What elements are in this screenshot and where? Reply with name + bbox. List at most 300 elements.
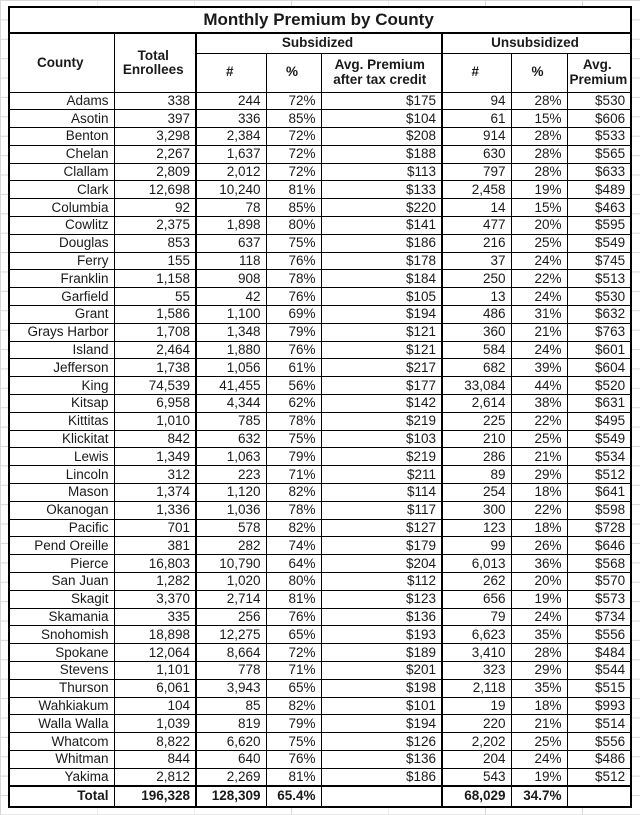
unsubsidized-count-cell[interactable]: 19	[442, 697, 511, 715]
subsidized-avg-premium-cell[interactable]: $186	[321, 768, 442, 786]
subsidized-pct-cell[interactable]: 81%	[266, 590, 321, 608]
total-enrollees-cell[interactable]: 1,158	[114, 270, 196, 288]
subsidized-avg-premium-cell[interactable]: $121	[321, 323, 442, 341]
subsidized-pct-cell[interactable]: 74%	[266, 537, 321, 555]
unsubsidized-count-cell[interactable]: 630	[442, 145, 511, 163]
total-enrollees-cell[interactable]: 1,010	[114, 412, 196, 430]
total-enrollees-cell[interactable]: 1,708	[114, 323, 196, 341]
county-cell[interactable]: Ferry	[9, 252, 114, 270]
unsubsidized-avg-premium-cell[interactable]: $549	[567, 234, 631, 252]
unsubsidized-pct-cell[interactable]: 24%	[511, 750, 567, 768]
unsubsidized-pct-cell[interactable]: 35%	[511, 626, 567, 644]
total-total-enrollees-cell[interactable]: 196,328	[114, 786, 196, 807]
subsidized-count-cell[interactable]: 2,384	[196, 128, 266, 146]
unsubsidized-count-cell[interactable]: 2,202	[442, 733, 511, 751]
subsidized-avg-premium-cell[interactable]: $175	[321, 92, 442, 110]
county-cell[interactable]: Skagit	[9, 590, 114, 608]
subsidized-pct-cell[interactable]: 72%	[266, 644, 321, 662]
unsubsidized-avg-premium-cell[interactable]: $763	[567, 323, 631, 341]
header-unsubsidized-pct[interactable]: %	[511, 53, 567, 92]
county-cell[interactable]: Franklin	[9, 270, 114, 288]
total-enrollees-cell[interactable]: 1,374	[114, 484, 196, 502]
county-cell[interactable]: Grant	[9, 306, 114, 324]
subsidized-pct-cell[interactable]: 61%	[266, 359, 321, 377]
total-enrollees-cell[interactable]: 92	[114, 199, 196, 217]
subsidized-pct-cell[interactable]: 76%	[266, 608, 321, 626]
subsidized-avg-premium-cell[interactable]: $126	[321, 733, 442, 751]
unsubsidized-avg-premium-cell[interactable]: $520	[567, 377, 631, 395]
unsubsidized-count-cell[interactable]: 204	[442, 750, 511, 768]
unsubsidized-count-cell[interactable]: 2,118	[442, 679, 511, 697]
subsidized-count-cell[interactable]: 78	[196, 199, 266, 217]
subsidized-pct-cell[interactable]: 76%	[266, 252, 321, 270]
subsidized-count-cell[interactable]: 578	[196, 519, 266, 537]
unsubsidized-avg-premium-cell[interactable]: $515	[567, 679, 631, 697]
unsubsidized-count-cell[interactable]: 99	[442, 537, 511, 555]
subsidized-pct-cell[interactable]: 82%	[266, 519, 321, 537]
subsidized-count-cell[interactable]: 8,664	[196, 644, 266, 662]
unsubsidized-avg-premium-cell[interactable]: $598	[567, 501, 631, 519]
subsidized-count-cell[interactable]: 908	[196, 270, 266, 288]
unsubsidized-pct-cell[interactable]: 19%	[511, 768, 567, 786]
subsidized-pct-cell[interactable]: 62%	[266, 395, 321, 413]
unsubsidized-count-cell[interactable]: 2,458	[442, 181, 511, 199]
total-subsidized-pct-cell[interactable]: 65.4%	[266, 786, 321, 807]
subsidized-count-cell[interactable]: 282	[196, 537, 266, 555]
county-cell[interactable]: Pend Oreille	[9, 537, 114, 555]
subsidized-count-cell[interactable]: 336	[196, 110, 266, 128]
unsubsidized-avg-premium-cell[interactable]: $601	[567, 341, 631, 359]
subsidized-avg-premium-cell[interactable]: $178	[321, 252, 442, 270]
total-enrollees-cell[interactable]: 18,898	[114, 626, 196, 644]
subsidized-count-cell[interactable]: 1,898	[196, 217, 266, 235]
subsidized-count-cell[interactable]: 3,943	[196, 679, 266, 697]
unsubsidized-pct-cell[interactable]: 21%	[511, 715, 567, 733]
total-subsidized-count-cell[interactable]: 128,309	[196, 786, 266, 807]
subsidized-avg-premium-cell[interactable]: $136	[321, 608, 442, 626]
subsidized-avg-premium-cell[interactable]: $208	[321, 128, 442, 146]
subsidized-pct-cell[interactable]: 71%	[266, 466, 321, 484]
unsubsidized-avg-premium-cell[interactable]: $513	[567, 270, 631, 288]
subsidized-count-cell[interactable]: 1,036	[196, 501, 266, 519]
subsidized-pct-cell[interactable]: 72%	[266, 163, 321, 181]
subsidized-avg-premium-cell[interactable]: $105	[321, 288, 442, 306]
total-unsubsidized-count-cell[interactable]: 68,029	[442, 786, 511, 807]
subsidized-avg-premium-cell[interactable]: $103	[321, 430, 442, 448]
total-enrollees-cell[interactable]: 6,061	[114, 679, 196, 697]
county-cell[interactable]: Benton	[9, 128, 114, 146]
subsidized-pct-cell[interactable]: 72%	[266, 92, 321, 110]
unsubsidized-pct-cell[interactable]: 19%	[511, 590, 567, 608]
unsubsidized-pct-cell[interactable]: 28%	[511, 163, 567, 181]
subsidized-avg-premium-cell[interactable]: $198	[321, 679, 442, 697]
unsubsidized-pct-cell[interactable]: 26%	[511, 537, 567, 555]
unsubsidized-pct-cell[interactable]: 35%	[511, 679, 567, 697]
total-unsubsidized-avg-premium-cell[interactable]	[567, 786, 631, 807]
subsidized-avg-premium-cell[interactable]: $179	[321, 537, 442, 555]
unsubsidized-avg-premium-cell[interactable]: $632	[567, 306, 631, 324]
unsubsidized-avg-premium-cell[interactable]: $641	[567, 484, 631, 502]
subsidized-count-cell[interactable]: 1,100	[196, 306, 266, 324]
unsubsidized-count-cell[interactable]: 323	[442, 662, 511, 680]
header-county[interactable]: County	[9, 33, 114, 92]
total-county-cell[interactable]: Total	[9, 786, 114, 807]
unsubsidized-count-cell[interactable]: 94	[442, 92, 511, 110]
subsidized-count-cell[interactable]: 12,275	[196, 626, 266, 644]
subsidized-pct-cell[interactable]: 82%	[266, 697, 321, 715]
subsidized-pct-cell[interactable]: 85%	[266, 110, 321, 128]
county-cell[interactable]: Asotin	[9, 110, 114, 128]
subsidized-pct-cell[interactable]: 75%	[266, 430, 321, 448]
unsubsidized-avg-premium-cell[interactable]: $573	[567, 590, 631, 608]
unsubsidized-pct-cell[interactable]: 38%	[511, 395, 567, 413]
unsubsidized-count-cell[interactable]: 89	[442, 466, 511, 484]
unsubsidized-avg-premium-cell[interactable]: $549	[567, 430, 631, 448]
unsubsidized-count-cell[interactable]: 300	[442, 501, 511, 519]
subsidized-avg-premium-cell[interactable]: $123	[321, 590, 442, 608]
total-enrollees-cell[interactable]: 155	[114, 252, 196, 270]
unsubsidized-count-cell[interactable]: 13	[442, 288, 511, 306]
subsidized-avg-premium-cell[interactable]: $133	[321, 181, 442, 199]
unsubsidized-avg-premium-cell[interactable]: $570	[567, 573, 631, 591]
unsubsidized-pct-cell[interactable]: 36%	[511, 555, 567, 573]
subsidized-avg-premium-cell[interactable]: $204	[321, 555, 442, 573]
subsidized-count-cell[interactable]: 778	[196, 662, 266, 680]
unsubsidized-avg-premium-cell[interactable]: $745	[567, 252, 631, 270]
subsidized-pct-cell[interactable]: 76%	[266, 750, 321, 768]
subsidized-avg-premium-cell[interactable]: $193	[321, 626, 442, 644]
subsidized-count-cell[interactable]: 1,348	[196, 323, 266, 341]
subsidized-count-cell[interactable]: 4,344	[196, 395, 266, 413]
subsidized-count-cell[interactable]: 42	[196, 288, 266, 306]
subsidized-pct-cell[interactable]: 85%	[266, 199, 321, 217]
unsubsidized-pct-cell[interactable]: 15%	[511, 199, 567, 217]
unsubsidized-pct-cell[interactable]: 39%	[511, 359, 567, 377]
total-enrollees-cell[interactable]: 338	[114, 92, 196, 110]
unsubsidized-pct-cell[interactable]: 18%	[511, 697, 567, 715]
subsidized-avg-premium-cell[interactable]: $217	[321, 359, 442, 377]
header-subsidized-count[interactable]: #	[196, 53, 266, 92]
subsidized-pct-cell[interactable]: 81%	[266, 768, 321, 786]
subsidized-pct-cell[interactable]: 69%	[266, 306, 321, 324]
unsubsidized-pct-cell[interactable]: 22%	[511, 501, 567, 519]
county-cell[interactable]: Columbia	[9, 199, 114, 217]
unsubsidized-avg-premium-cell[interactable]: $495	[567, 412, 631, 430]
subsidized-avg-premium-cell[interactable]: $141	[321, 217, 442, 235]
subsidized-pct-cell[interactable]: 75%	[266, 234, 321, 252]
subsidized-pct-cell[interactable]: 78%	[266, 412, 321, 430]
unsubsidized-count-cell[interactable]: 3,410	[442, 644, 511, 662]
subsidized-pct-cell[interactable]: 75%	[266, 733, 321, 751]
subsidized-avg-premium-cell[interactable]: $127	[321, 519, 442, 537]
header-subsidized-pct[interactable]: %	[266, 53, 321, 92]
total-unsubsidized-pct-cell[interactable]: 34.7%	[511, 786, 567, 807]
unsubsidized-avg-premium-cell[interactable]: $595	[567, 217, 631, 235]
subsidized-pct-cell[interactable]: 80%	[266, 573, 321, 591]
county-cell[interactable]: Whitman	[9, 750, 114, 768]
unsubsidized-count-cell[interactable]: 656	[442, 590, 511, 608]
county-cell[interactable]: Lewis	[9, 448, 114, 466]
county-cell[interactable]: Skamania	[9, 608, 114, 626]
unsubsidized-avg-premium-cell[interactable]: $993	[567, 697, 631, 715]
county-cell[interactable]: Spokane	[9, 644, 114, 662]
total-enrollees-cell[interactable]: 2,375	[114, 217, 196, 235]
unsubsidized-pct-cell[interactable]: 29%	[511, 466, 567, 484]
subsidized-pct-cell[interactable]: 78%	[266, 501, 321, 519]
county-cell[interactable]: Mason	[9, 484, 114, 502]
total-enrollees-cell[interactable]: 74,539	[114, 377, 196, 395]
county-cell[interactable]: Lincoln	[9, 466, 114, 484]
subsidized-avg-premium-cell[interactable]: $113	[321, 163, 442, 181]
unsubsidized-pct-cell[interactable]: 25%	[511, 733, 567, 751]
county-cell[interactable]: Kittitas	[9, 412, 114, 430]
unsubsidized-pct-cell[interactable]: 22%	[511, 412, 567, 430]
subsidized-count-cell[interactable]: 256	[196, 608, 266, 626]
total-enrollees-cell[interactable]: 2,809	[114, 163, 196, 181]
unsubsidized-avg-premium-cell[interactable]: $604	[567, 359, 631, 377]
county-cell[interactable]: Klickitat	[9, 430, 114, 448]
subsidized-count-cell[interactable]: 1,637	[196, 145, 266, 163]
subsidized-avg-premium-cell[interactable]: $219	[321, 448, 442, 466]
county-cell[interactable]: Whatcom	[9, 733, 114, 751]
subsidized-pct-cell[interactable]: 76%	[266, 288, 321, 306]
unsubsidized-pct-cell[interactable]: 20%	[511, 217, 567, 235]
subsidized-count-cell[interactable]: 785	[196, 412, 266, 430]
unsubsidized-avg-premium-cell[interactable]: $530	[567, 288, 631, 306]
total-enrollees-cell[interactable]: 16,803	[114, 555, 196, 573]
unsubsidized-count-cell[interactable]: 61	[442, 110, 511, 128]
subsidized-count-cell[interactable]: 1,120	[196, 484, 266, 502]
total-enrollees-cell[interactable]: 2,464	[114, 341, 196, 359]
unsubsidized-pct-cell[interactable]: 28%	[511, 92, 567, 110]
unsubsidized-count-cell[interactable]: 486	[442, 306, 511, 324]
unsubsidized-avg-premium-cell[interactable]: $728	[567, 519, 631, 537]
unsubsidized-pct-cell[interactable]: 44%	[511, 377, 567, 395]
unsubsidized-count-cell[interactable]: 6,013	[442, 555, 511, 573]
subsidized-count-cell[interactable]: 41,455	[196, 377, 266, 395]
total-enrollees-cell[interactable]: 853	[114, 234, 196, 252]
unsubsidized-avg-premium-cell[interactable]: $512	[567, 466, 631, 484]
subsidized-count-cell[interactable]: 1,056	[196, 359, 266, 377]
header-unsubsidized-count[interactable]: #	[442, 53, 511, 92]
subsidized-pct-cell[interactable]: 71%	[266, 662, 321, 680]
unsubsidized-count-cell[interactable]: 797	[442, 163, 511, 181]
subsidized-count-cell[interactable]: 2,714	[196, 590, 266, 608]
total-enrollees-cell[interactable]: 3,370	[114, 590, 196, 608]
total-enrollees-cell[interactable]: 312	[114, 466, 196, 484]
unsubsidized-count-cell[interactable]: 6,623	[442, 626, 511, 644]
total-enrollees-cell[interactable]: 55	[114, 288, 196, 306]
subsidized-avg-premium-cell[interactable]: $188	[321, 145, 442, 163]
unsubsidized-avg-premium-cell[interactable]: $514	[567, 715, 631, 733]
total-enrollees-cell[interactable]: 381	[114, 537, 196, 555]
header-subsidized-avg-premium[interactable]	[321, 53, 442, 92]
unsubsidized-count-cell[interactable]: 14	[442, 199, 511, 217]
county-cell[interactable]: Adams	[9, 92, 114, 110]
header-total-enrollees[interactable]	[114, 33, 196, 92]
unsubsidized-pct-cell[interactable]: 28%	[511, 145, 567, 163]
subsidized-pct-cell[interactable]: 72%	[266, 128, 321, 146]
unsubsidized-avg-premium-cell[interactable]: $530	[567, 92, 631, 110]
unsubsidized-count-cell[interactable]: 210	[442, 430, 511, 448]
unsubsidized-avg-premium-cell[interactable]: $556	[567, 733, 631, 751]
subsidized-count-cell[interactable]: 10,790	[196, 555, 266, 573]
subsidized-count-cell[interactable]: 244	[196, 92, 266, 110]
subsidized-pct-cell[interactable]: 81%	[266, 181, 321, 199]
unsubsidized-avg-premium-cell[interactable]: $565	[567, 145, 631, 163]
unsubsidized-pct-cell[interactable]: 24%	[511, 288, 567, 306]
subsidized-avg-premium-cell[interactable]: $121	[321, 341, 442, 359]
county-cell[interactable]: Clark	[9, 181, 114, 199]
county-cell[interactable]: King	[9, 377, 114, 395]
header-subsidized-group[interactable]: Subsidized	[196, 33, 442, 53]
total-enrollees-cell[interactable]: 1,282	[114, 573, 196, 591]
subsidized-pct-cell[interactable]: 82%	[266, 484, 321, 502]
unsubsidized-pct-cell[interactable]: 18%	[511, 484, 567, 502]
subsidized-avg-premium-cell[interactable]: $104	[321, 110, 442, 128]
subsidized-avg-premium-cell[interactable]: $136	[321, 750, 442, 768]
subsidized-count-cell[interactable]: 637	[196, 234, 266, 252]
county-cell[interactable]: Chelan	[9, 145, 114, 163]
county-cell[interactable]: Garfield	[9, 288, 114, 306]
unsubsidized-count-cell[interactable]: 254	[442, 484, 511, 502]
total-enrollees-cell[interactable]: 8,822	[114, 733, 196, 751]
subsidized-count-cell[interactable]: 2,012	[196, 163, 266, 181]
unsubsidized-avg-premium-cell[interactable]: $556	[567, 626, 631, 644]
total-enrollees-cell[interactable]: 104	[114, 697, 196, 715]
county-cell[interactable]: Kitsap	[9, 395, 114, 413]
total-enrollees-cell[interactable]: 12,064	[114, 644, 196, 662]
subsidized-count-cell[interactable]: 2,269	[196, 768, 266, 786]
total-enrollees-cell[interactable]: 1,349	[114, 448, 196, 466]
unsubsidized-count-cell[interactable]: 584	[442, 341, 511, 359]
county-cell[interactable]: Okanogan	[9, 501, 114, 519]
total-enrollees-cell[interactable]: 1,101	[114, 662, 196, 680]
subsidized-avg-premium-cell[interactable]: $117	[321, 501, 442, 519]
unsubsidized-count-cell[interactable]: 682	[442, 359, 511, 377]
subsidized-pct-cell[interactable]: 79%	[266, 448, 321, 466]
subsidized-avg-premium-cell[interactable]: $219	[321, 412, 442, 430]
county-cell[interactable]: Cowlitz	[9, 217, 114, 235]
unsubsidized-count-cell[interactable]: 543	[442, 768, 511, 786]
unsubsidized-avg-premium-cell[interactable]: $486	[567, 750, 631, 768]
unsubsidized-count-cell[interactable]: 262	[442, 573, 511, 591]
subsidized-avg-premium-cell[interactable]: $211	[321, 466, 442, 484]
total-subsidized-avg-premium-cell[interactable]	[321, 786, 442, 807]
unsubsidized-avg-premium-cell[interactable]: $646	[567, 537, 631, 555]
unsubsidized-count-cell[interactable]: 914	[442, 128, 511, 146]
unsubsidized-pct-cell[interactable]: 28%	[511, 128, 567, 146]
unsubsidized-count-cell[interactable]: 250	[442, 270, 511, 288]
subsidized-avg-premium-cell[interactable]: $189	[321, 644, 442, 662]
subsidized-count-cell[interactable]: 10,240	[196, 181, 266, 199]
subsidized-avg-premium-cell[interactable]: $114	[321, 484, 442, 502]
unsubsidized-pct-cell[interactable]: 24%	[511, 608, 567, 626]
subsidized-avg-premium-cell[interactable]: $142	[321, 395, 442, 413]
unsubsidized-pct-cell[interactable]: 15%	[511, 110, 567, 128]
county-cell[interactable]: Wahkiakum	[9, 697, 114, 715]
unsubsidized-avg-premium-cell[interactable]: $512	[567, 768, 631, 786]
unsubsidized-pct-cell[interactable]: 20%	[511, 573, 567, 591]
subsidized-pct-cell[interactable]: 76%	[266, 341, 321, 359]
subsidized-pct-cell[interactable]: 65%	[266, 626, 321, 644]
unsubsidized-count-cell[interactable]: 220	[442, 715, 511, 733]
unsubsidized-avg-premium-cell[interactable]: $606	[567, 110, 631, 128]
subsidized-avg-premium-cell[interactable]: $194	[321, 715, 442, 733]
total-enrollees-cell[interactable]: 397	[114, 110, 196, 128]
county-cell[interactable]: Island	[9, 341, 114, 359]
subsidized-count-cell[interactable]: 118	[196, 252, 266, 270]
county-cell[interactable]: Walla Walla	[9, 715, 114, 733]
unsubsidized-pct-cell[interactable]: 21%	[511, 448, 567, 466]
unsubsidized-pct-cell[interactable]: 21%	[511, 323, 567, 341]
subsidized-pct-cell[interactable]: 72%	[266, 145, 321, 163]
total-enrollees-cell[interactable]: 335	[114, 608, 196, 626]
subsidized-avg-premium-cell[interactable]: $101	[321, 697, 442, 715]
unsubsidized-avg-premium-cell[interactable]: $534	[567, 448, 631, 466]
county-cell[interactable]: Clallam	[9, 163, 114, 181]
subsidized-count-cell[interactable]: 85	[196, 697, 266, 715]
subsidized-count-cell[interactable]: 632	[196, 430, 266, 448]
subsidized-avg-premium-cell[interactable]: $186	[321, 234, 442, 252]
subsidized-count-cell[interactable]: 223	[196, 466, 266, 484]
subsidized-pct-cell[interactable]: 64%	[266, 555, 321, 573]
unsubsidized-pct-cell[interactable]: 19%	[511, 181, 567, 199]
total-enrollees-cell[interactable]: 1,336	[114, 501, 196, 519]
unsubsidized-count-cell[interactable]: 477	[442, 217, 511, 235]
subsidized-pct-cell[interactable]: 56%	[266, 377, 321, 395]
unsubsidized-pct-cell[interactable]: 18%	[511, 519, 567, 537]
unsubsidized-count-cell[interactable]: 286	[442, 448, 511, 466]
unsubsidized-count-cell[interactable]: 37	[442, 252, 511, 270]
unsubsidized-avg-premium-cell[interactable]: $484	[567, 644, 631, 662]
page-title[interactable]: Monthly Premium by County	[9, 7, 631, 33]
county-cell[interactable]: San Juan	[9, 573, 114, 591]
unsubsidized-pct-cell[interactable]: 24%	[511, 341, 567, 359]
subsidized-pct-cell[interactable]: 78%	[266, 270, 321, 288]
subsidized-count-cell[interactable]: 640	[196, 750, 266, 768]
county-cell[interactable]: Grays Harbor	[9, 323, 114, 341]
unsubsidized-count-cell[interactable]: 123	[442, 519, 511, 537]
unsubsidized-count-cell[interactable]: 216	[442, 234, 511, 252]
unsubsidized-count-cell[interactable]: 79	[442, 608, 511, 626]
subsidized-count-cell[interactable]: 6,620	[196, 733, 266, 751]
subsidized-avg-premium-cell[interactable]: $220	[321, 199, 442, 217]
header-unsubsidized-avg-premium[interactable]	[567, 53, 631, 92]
subsidized-pct-cell[interactable]: 79%	[266, 715, 321, 733]
subsidized-count-cell[interactable]: 1,063	[196, 448, 266, 466]
unsubsidized-avg-premium-cell[interactable]: $544	[567, 662, 631, 680]
total-enrollees-cell[interactable]: 6,958	[114, 395, 196, 413]
unsubsidized-avg-premium-cell[interactable]: $734	[567, 608, 631, 626]
county-cell[interactable]: Douglas	[9, 234, 114, 252]
total-enrollees-cell[interactable]: 1,586	[114, 306, 196, 324]
subsidized-count-cell[interactable]: 1,020	[196, 573, 266, 591]
subsidized-pct-cell[interactable]: 80%	[266, 217, 321, 235]
county-cell[interactable]: Jefferson	[9, 359, 114, 377]
header-unsubsidized-group[interactable]: Unsubsidized	[442, 33, 631, 53]
total-enrollees-cell[interactable]: 3,298	[114, 128, 196, 146]
subsidized-pct-cell[interactable]: 65%	[266, 679, 321, 697]
unsubsidized-avg-premium-cell[interactable]: $568	[567, 555, 631, 573]
unsubsidized-pct-cell[interactable]: 29%	[511, 662, 567, 680]
subsidized-avg-premium-cell[interactable]: $194	[321, 306, 442, 324]
unsubsidized-pct-cell[interactable]: 22%	[511, 270, 567, 288]
unsubsidized-pct-cell[interactable]: 25%	[511, 430, 567, 448]
subsidized-count-cell[interactable]: 1,880	[196, 341, 266, 359]
county-cell[interactable]: Pacific	[9, 519, 114, 537]
subsidized-count-cell[interactable]: 819	[196, 715, 266, 733]
